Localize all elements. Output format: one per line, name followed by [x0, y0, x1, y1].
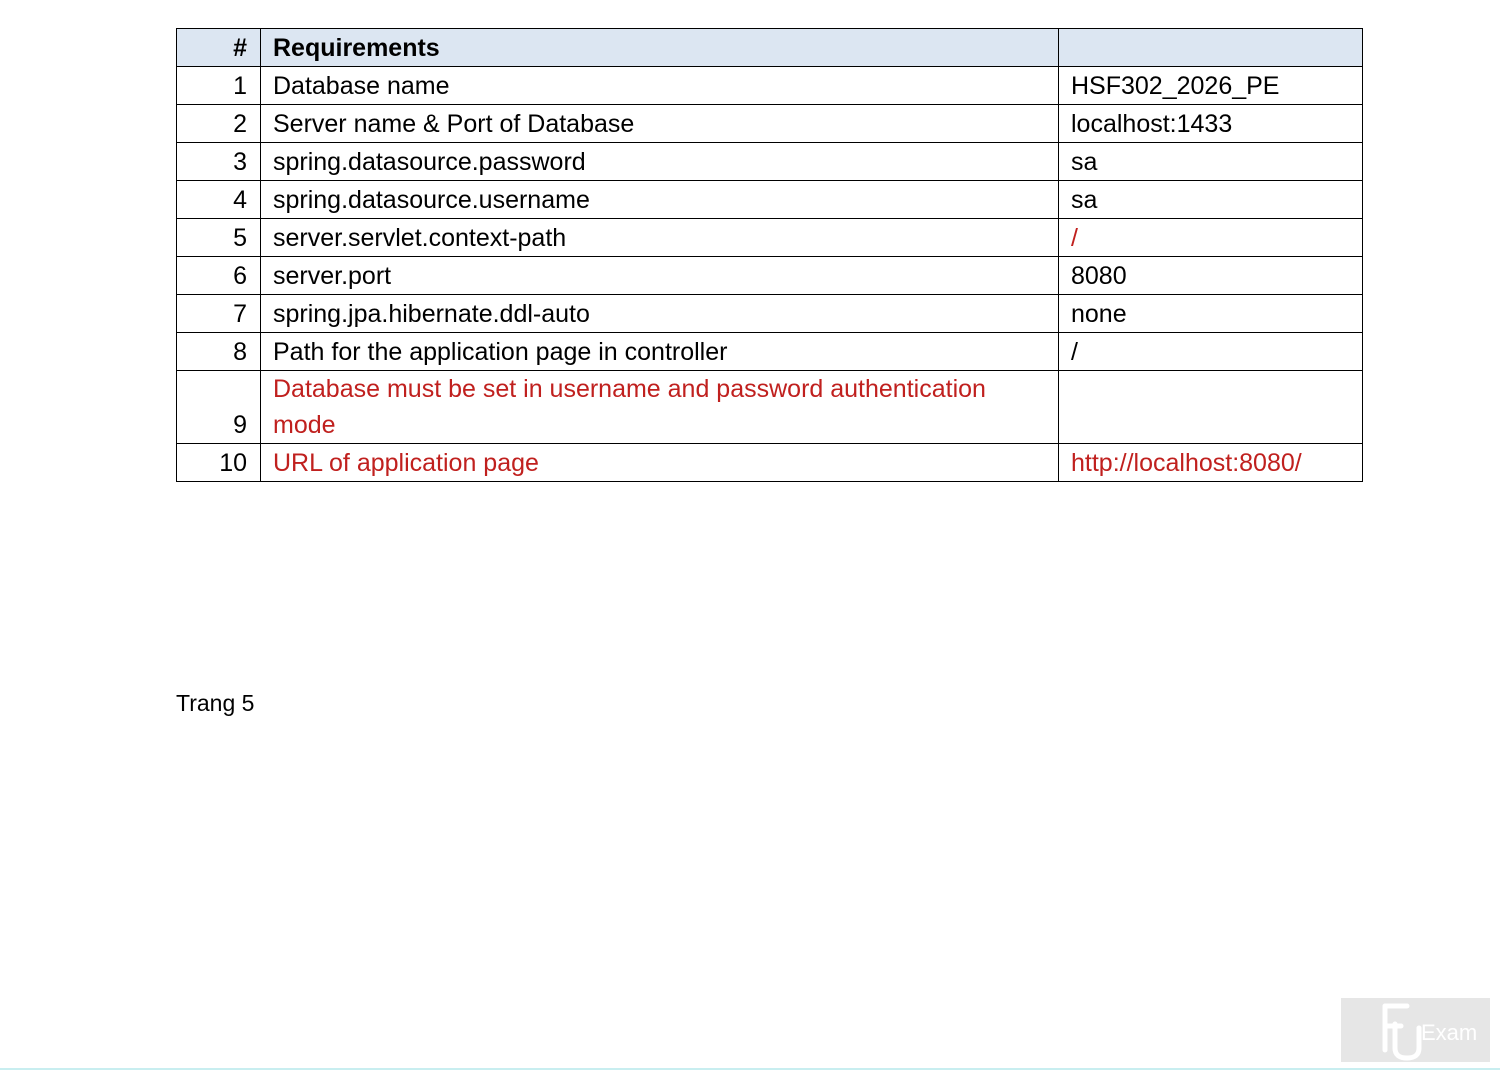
- bottom-edge-line: [0, 1068, 1500, 1070]
- table-row: [177, 371, 1363, 444]
- header-requirements: Requirements: [261, 29, 1059, 67]
- row-value: /: [1059, 333, 1363, 371]
- row-number: 10: [177, 444, 261, 482]
- row-requirement: Path for the application page in controller: [261, 333, 1059, 371]
- row-value: /: [1059, 219, 1363, 257]
- fu-exam-logo-icon: [1341, 998, 1490, 1062]
- row-number: 4: [177, 181, 261, 219]
- page-number: Trang 5: [176, 690, 255, 716]
- row-requirement: server.servlet.context-path: [261, 219, 1059, 257]
- row-value: [1059, 371, 1363, 444]
- row-value: localhost:1433: [1059, 105, 1363, 143]
- header-number: #: [177, 29, 261, 67]
- row-requirement: server.port: [261, 257, 1059, 295]
- table-row: [177, 143, 1363, 181]
- table-row: [177, 295, 1363, 333]
- row-number: 6: [177, 257, 261, 295]
- table-row: [177, 67, 1363, 105]
- row-value: none: [1059, 295, 1363, 333]
- table-row: [177, 105, 1363, 143]
- row-number: 3: [177, 143, 261, 181]
- row-requirement: spring.datasource.password: [261, 143, 1059, 181]
- row-value: http://localhost:8080/: [1059, 444, 1363, 482]
- table-row: [177, 333, 1363, 371]
- row-value: sa: [1059, 181, 1363, 219]
- svg-text:Exam: Exam: [1421, 1020, 1478, 1045]
- header-value: [1059, 29, 1363, 67]
- row-value: sa: [1059, 143, 1363, 181]
- row-requirement: Database must be set in username and password authentication mode: [261, 371, 1059, 444]
- row-number: 1: [177, 67, 261, 105]
- table-row: [177, 257, 1363, 295]
- row-requirement: Database name: [261, 67, 1059, 105]
- row-requirement: spring.jpa.hibernate.ddl-auto: [261, 295, 1059, 333]
- table-row: [177, 219, 1363, 257]
- fu-exam-watermark-logo: [1341, 998, 1490, 1062]
- row-requirement: URL of application page: [261, 444, 1059, 482]
- table-header-row: [177, 29, 1363, 67]
- table-row: [177, 181, 1363, 219]
- row-value: HSF302_2026_PE: [1059, 67, 1363, 105]
- row-number: 9: [177, 371, 261, 444]
- row-requirement: spring.datasource.username: [261, 181, 1059, 219]
- row-requirement: Server name & Port of Database: [261, 105, 1059, 143]
- row-number: 2: [177, 105, 261, 143]
- row-number: 5: [177, 219, 261, 257]
- row-value: 8080: [1059, 257, 1363, 295]
- row-number: 7: [177, 295, 261, 333]
- requirements-table: [176, 28, 1363, 482]
- row-number: 8: [177, 333, 261, 371]
- table-row: [177, 444, 1363, 482]
